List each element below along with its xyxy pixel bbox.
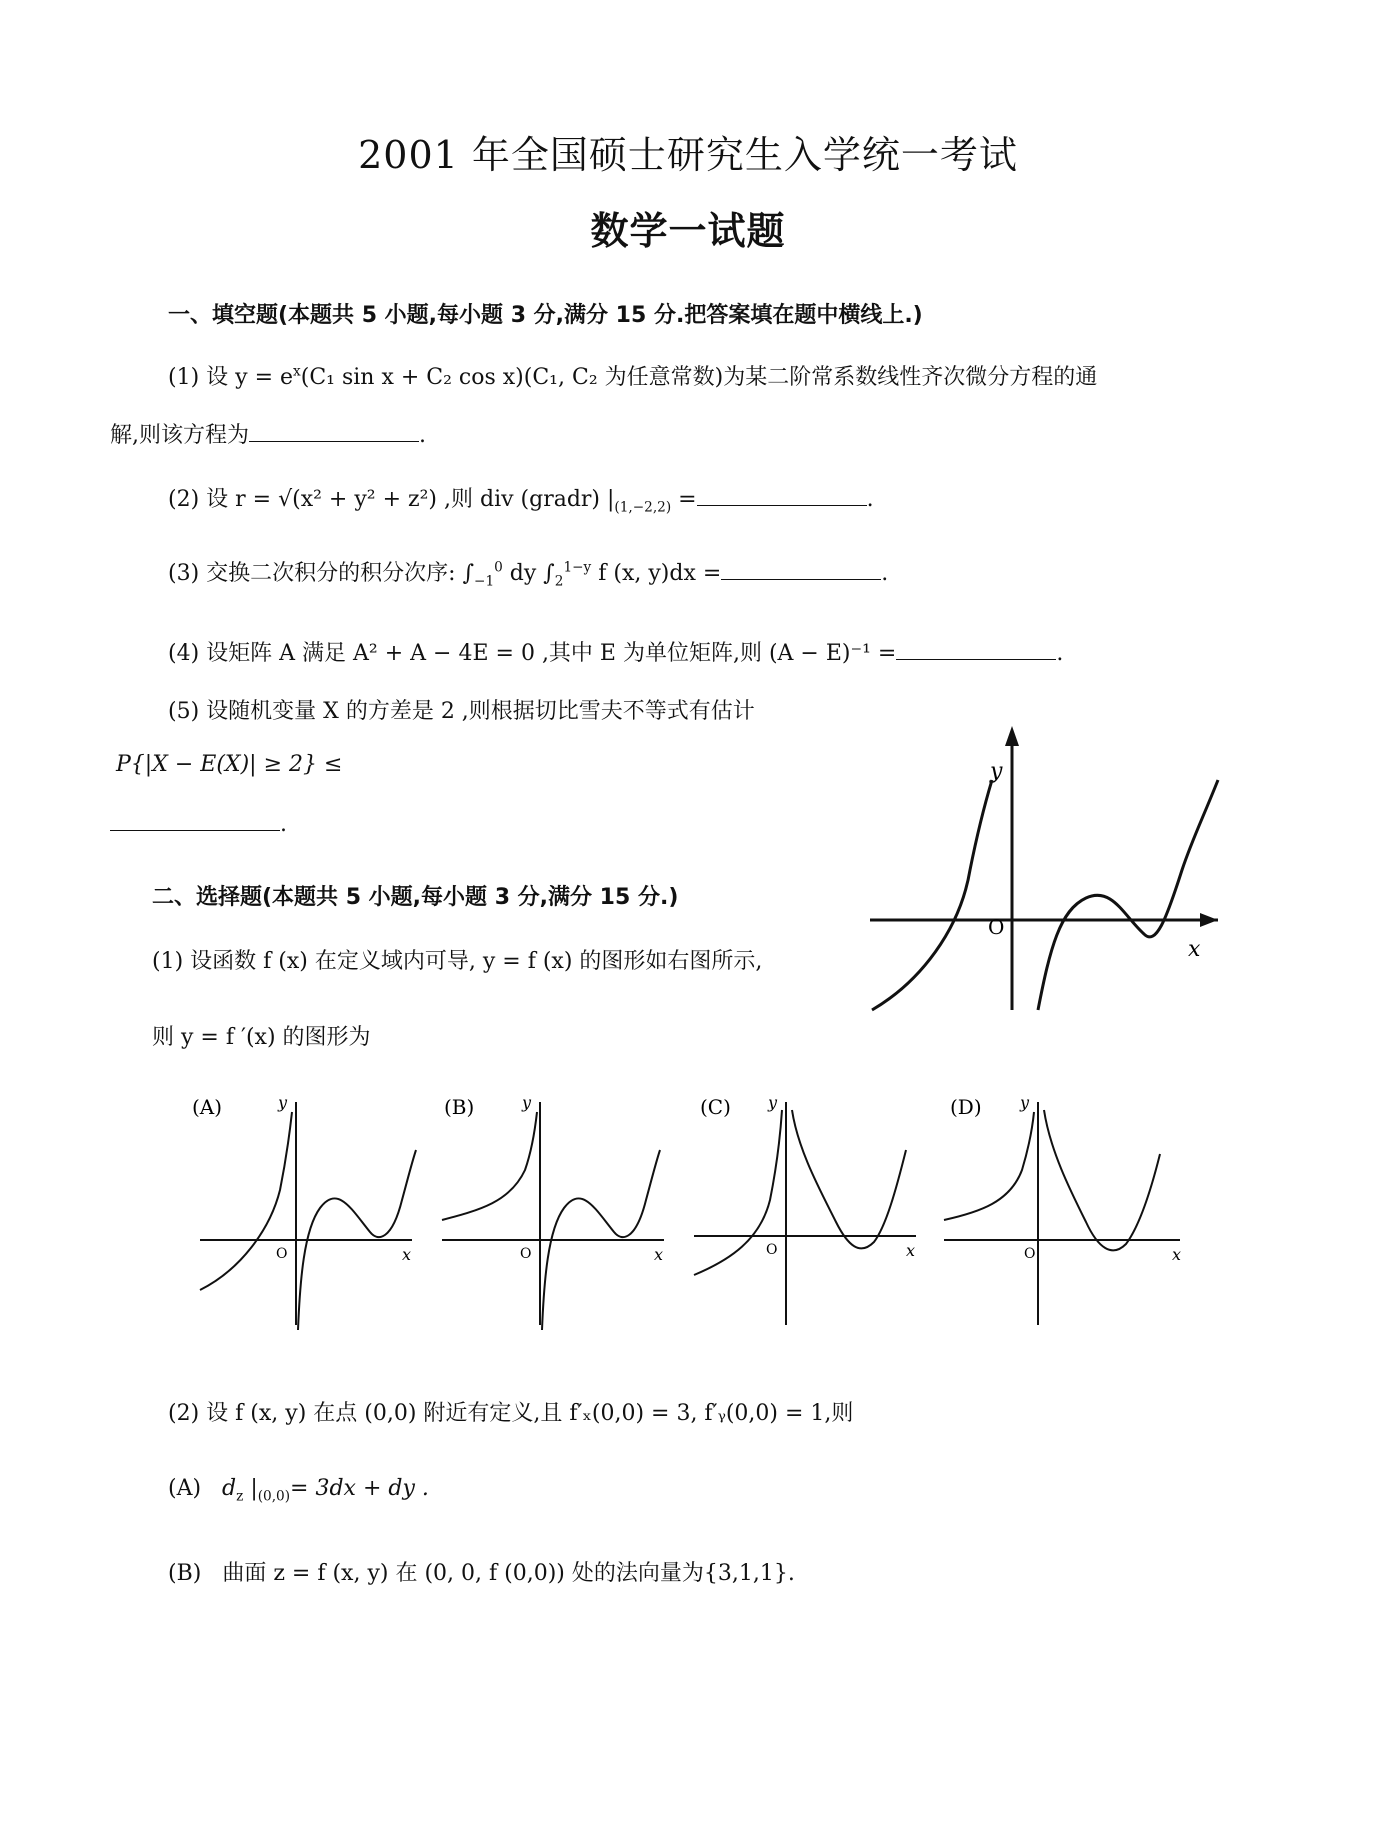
s2-q2-option-a-sub2: (0,0) [257,1488,291,1505]
s2-q2-text: 设 f (x, y) 在点 (0,0) 附近有定义,且 f′ₓ(0,0) = 3, f′ᵧ(0,0) = 1,则 [206,1401,854,1426]
s2-q1-line2 [152,1020,371,1051]
main-function-graph [860,720,1220,1020]
s1-q1-line1 [168,360,1097,391]
option-c-x-label: x [906,1241,916,1260]
s1-q1-text-b: (C₁ sin x + C₂ cos x)(C₁, C₂ 为任意常数)为某二阶常系数线性齐次微分方程的通 [300,365,1098,390]
s1-q3-int2-lower: 2 [554,573,564,590]
s1-q3-text-a: 交换二次积分的积分次序: ∫ [206,561,475,586]
option-d-y-label: y [1020,1093,1030,1112]
option-c-graph[interactable] [694,1093,916,1325]
s1-q3-int1-lower: −1 [474,573,495,590]
s2-q1-text-a: 设函数 f (x) 在定义域内可导, y = f (x) 的图形如右图所示, [190,949,763,974]
option-b-graph[interactable] [442,1093,664,1330]
s1-q5-num: (5) [168,699,200,724]
s2-q2-option-a-sub: z [236,1488,244,1505]
option-c-origin-label: O [766,1242,778,1258]
s2-q2-option-a-label: (A) [168,1476,202,1501]
s2-q2-option-a-text: d [222,1476,237,1501]
answer-blank-4[interactable] [896,637,1056,660]
s1-q1-sup: x [293,363,301,380]
option-b-origin-label: O [520,1246,532,1262]
option-d-graph[interactable] [944,1093,1181,1325]
s1-q2-end: . [866,487,874,512]
s1-q3 [168,556,888,589]
s1-q5-line2 [116,752,342,777]
option-d-right-curve [1044,1110,1160,1250]
option-c-right-curve [792,1110,906,1248]
page-title: 2001 年全国硕士研究生入学统一考试 [358,133,1018,177]
answer-blank-3[interactable] [721,557,881,580]
s1-q5-text: 设随机变量 X 的方差是 2 ,则根据切比雪夫不等式有估计 [206,699,755,724]
main-graph-right-branch [1038,780,1218,1010]
s2-q1-text-b: 则 y = f ′(x) 的图形为 [152,1025,371,1050]
s1-q1-text-a: 设 y = e [206,365,294,390]
option-c-label: (C) [700,1095,731,1119]
s2-q2-num: (2) [168,1401,200,1426]
s1-q5-line1 [168,694,755,725]
s2-q2 [168,1396,853,1427]
option-b-left-curve [442,1112,537,1220]
main-graph-x-label: x [1188,937,1201,962]
s1-q1-num: (1) [168,365,200,390]
s1-q1-line2 [110,418,426,449]
option-d-origin-label: O [1024,1246,1036,1262]
s1-q3-int1-upper: 0 [494,559,503,576]
s1-q5-text-b: P{|X − E(X)| ≥ 2} ≤ [116,752,343,777]
s2-q2-option-b-text: 曲面 z = f (x, y) 在 (0, 0, f (0,0)) 处的法向量为{3,1,1}. [222,1561,795,1586]
s2-q2-option-b-label: (B) [168,1561,202,1586]
s1-q2-sub: (1,−2,2) [614,499,672,516]
answer-blank-2[interactable] [697,483,867,506]
main-graph-left-branch [872,780,992,1010]
s1-q1-text-c: 解,则该方程为 [110,423,249,448]
s1-q4-text: 设矩阵 A 满足 A² + A − 4E = 0 ,其中 E 为单位矩阵,则 (A − E)⁻¹ = [206,641,897,666]
s1-q2-text-a: 设 r = √(x² + y² + z²) ,则 div (gradr) | [206,487,615,512]
page-subtitle: 数学一试题 [590,208,786,253]
s2-q2-option-a-text-b: | [243,1476,258,1501]
s1-q3-num: (3) [168,561,200,586]
option-a-left-curve [200,1112,292,1290]
s2-q1-line1 [152,944,762,975]
s1-q5-end: . [280,812,287,837]
s1-q3-int2-upper: 1−y [563,559,592,576]
answer-blank-1[interactable] [249,419,419,442]
s1-q4 [168,636,1063,667]
section1-heading: 一、填空题(本题共 5 小题,每小题 3 分,满分 15 分.把答案填在题中横线上.) [168,303,923,328]
s2-q2-option-b[interactable] [168,1556,795,1587]
option-graphs [180,1080,1210,1350]
s2-q1-num: (1) [152,949,184,974]
main-graph-y-arrow [1005,726,1019,746]
s2-q2-option-a-text-c: = 3dx + dy . [290,1476,429,1501]
option-a-label: (A) [192,1095,223,1119]
s1-q4-end: . [1056,641,1064,666]
answer-blank-5[interactable] [110,808,280,831]
s1-q1-end: . [419,423,426,448]
s1-q2-text-b: = [671,487,697,512]
main-graph-x-arrow [1200,913,1218,927]
s1-q4-num: (4) [168,641,200,666]
option-b-x-label: x [654,1245,664,1264]
option-c-y-label: y [768,1093,778,1112]
s1-q5-line3 [110,808,287,837]
main-graph-y-label: y [990,759,1003,784]
s1-q2 [168,482,874,515]
option-d-label: (D) [950,1095,982,1119]
main-graph-origin-label: O [988,915,1005,939]
s1-q3-end: . [881,561,889,586]
option-d-left-curve [944,1112,1034,1220]
s1-q2-num: (2) [168,487,200,512]
section2-heading: 二、选择题(本题共 5 小题,每小题 3 分,满分 15 分.) [152,885,679,910]
s1-q3-text-c: f (x, y)dx = [591,561,722,586]
s2-q2-option-a[interactable] [168,1476,429,1504]
option-a-graph[interactable] [192,1093,416,1330]
option-a-x-label: x [402,1245,412,1264]
option-b-label: (B) [444,1095,475,1119]
option-b-y-label: y [522,1093,532,1112]
option-a-y-label: y [278,1093,288,1112]
option-d-x-label: x [1172,1245,1182,1264]
option-a-origin-label: O [276,1246,288,1262]
s1-q3-text-b: dy ∫ [502,561,555,586]
